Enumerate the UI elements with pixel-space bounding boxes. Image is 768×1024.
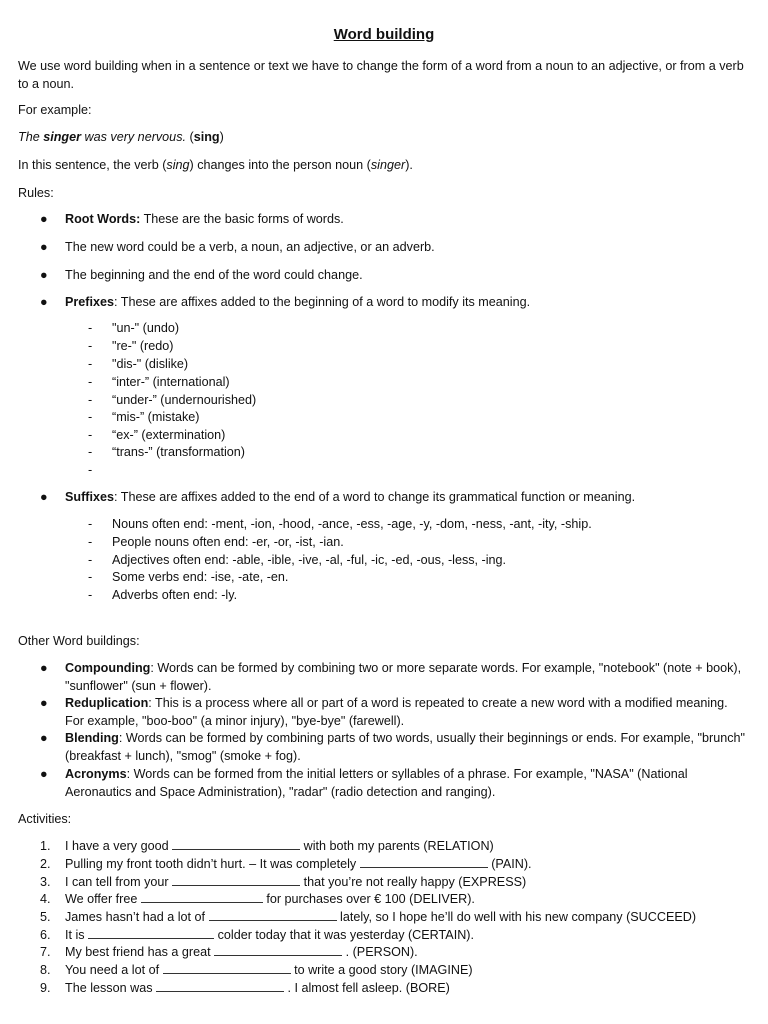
bullet-icon: ● xyxy=(40,295,48,309)
for-example-label: For example: xyxy=(18,103,92,117)
answer-blank[interactable] xyxy=(172,874,300,886)
bullet-icon: ● xyxy=(40,212,48,226)
answer-blank[interactable] xyxy=(163,962,291,974)
answer-blank[interactable] xyxy=(214,944,342,956)
rules-label: Rules: xyxy=(18,186,54,200)
intro-paragraph: We use word building when in a sentence or text we have to change the form of a word from a noun to an adjective, or from a verb to a noun. xyxy=(18,59,744,91)
other-label: Other Word buildings: xyxy=(18,634,140,648)
bullet-icon: ● xyxy=(40,490,48,504)
bullet-icon: ● xyxy=(40,240,48,254)
answer-blank[interactable] xyxy=(209,909,337,921)
answer-blank[interactable] xyxy=(172,838,300,850)
bullet-icon: ● xyxy=(40,767,48,781)
bullet-icon: ● xyxy=(40,661,48,675)
answer-blank[interactable] xyxy=(360,856,488,868)
activities-label: Activities: xyxy=(18,812,72,826)
document-page: Word building We use word building when in a sentence or text we have to change the form of a word from a noun to an adjective, or from a verb to a noun. For example: The singer was very nervous. (sing) In this sentence, the verb (sing) changes into the person noun (singer). Rules: ● Root Words: These are the basic forms of words. ● The new word could be a verb, a noun, an adjective, or an adverb. ● The beginning and the end of the word could change. ● Prefixes: These are affixes added to the beginning of a word to modify its meaning. - "un-" (undo) - "re-" (redo) - "dis-" (dislike) - “inter-” (international) - “under-” (undernourished) - “mis-” (mistake) - “ex-” (extermination) - “trans-” (transformation) - ● Suffixes: These are affixes added to the end of a word to change its grammatical function or meaning. - Nouns often end: -ment, -ion, -hood, -ance, -ess, -age, -y, -dom, -ness, -ant, -ity, -ship. - People nouns often end: -er, -or, -ist, -ian. - Adjectives often end: -able, -ible, -ive, -al, -ful, -ic, -ed, -ous, -less, -ing. - Some verbs end: -ise, -ate, -en. - Adverbs often end: -ly. Other Word buildings: ● Compounding: Words can be formed by combining two or more separate words. For example, "notebook" (note + book), "sunflower" (sun + flower). ● Reduplication: This is a process where all or part of a word is repeated to create a new word with a modified meaning. For example, "boo-boo" (a minor injury), "bye-bye" (farewell). ● Blending: Words can be formed by combining parts of two words, usually their beginnings or ends. For example, "brunch" (breakfast + lunch), "smog" (smoke + fog). ● Acronyms: Words can be formed from the initial letters or syllables of a phrase. For example, "NASA" (National Aeronautics and Space Administration), "radar" (radio detection and ranging). Activities: 1. I have a very good with both my parents (RELATION) 2. Pulling my front tooth didn’t hurt. – It was completely (PAIN). 3. I can tell from your that you’re not really happy (EXPRESS) 4. We offer free for purchases over € 100 (DELIVER). 5. James hasn’t had a lot of lately, so I hope he’ll do well with his new company (SUCCEED) 6. It is colder today that it was yesterday (CERTAIN). 7. My best friend has a great . (PERSON). 8. You need a lot of to write a good story (IMAGINE) 9. The lesson was . I almost fell asleep. (BORE) xyxy=(0,0,768,1024)
bullet-icon: ● xyxy=(40,696,48,710)
explanation-sentence: In this sentence, the verb (sing) changes into the person noun (singer). xyxy=(18,158,413,172)
answer-blank[interactable] xyxy=(88,927,214,939)
bullet-icon: ● xyxy=(40,731,48,745)
bullet-icon: ● xyxy=(40,268,48,282)
example-sentence: The singer was very nervous. (sing) xyxy=(18,130,224,144)
page-title: Word building xyxy=(333,26,435,43)
answer-blank[interactable] xyxy=(141,891,263,903)
answer-blank[interactable] xyxy=(156,980,284,992)
